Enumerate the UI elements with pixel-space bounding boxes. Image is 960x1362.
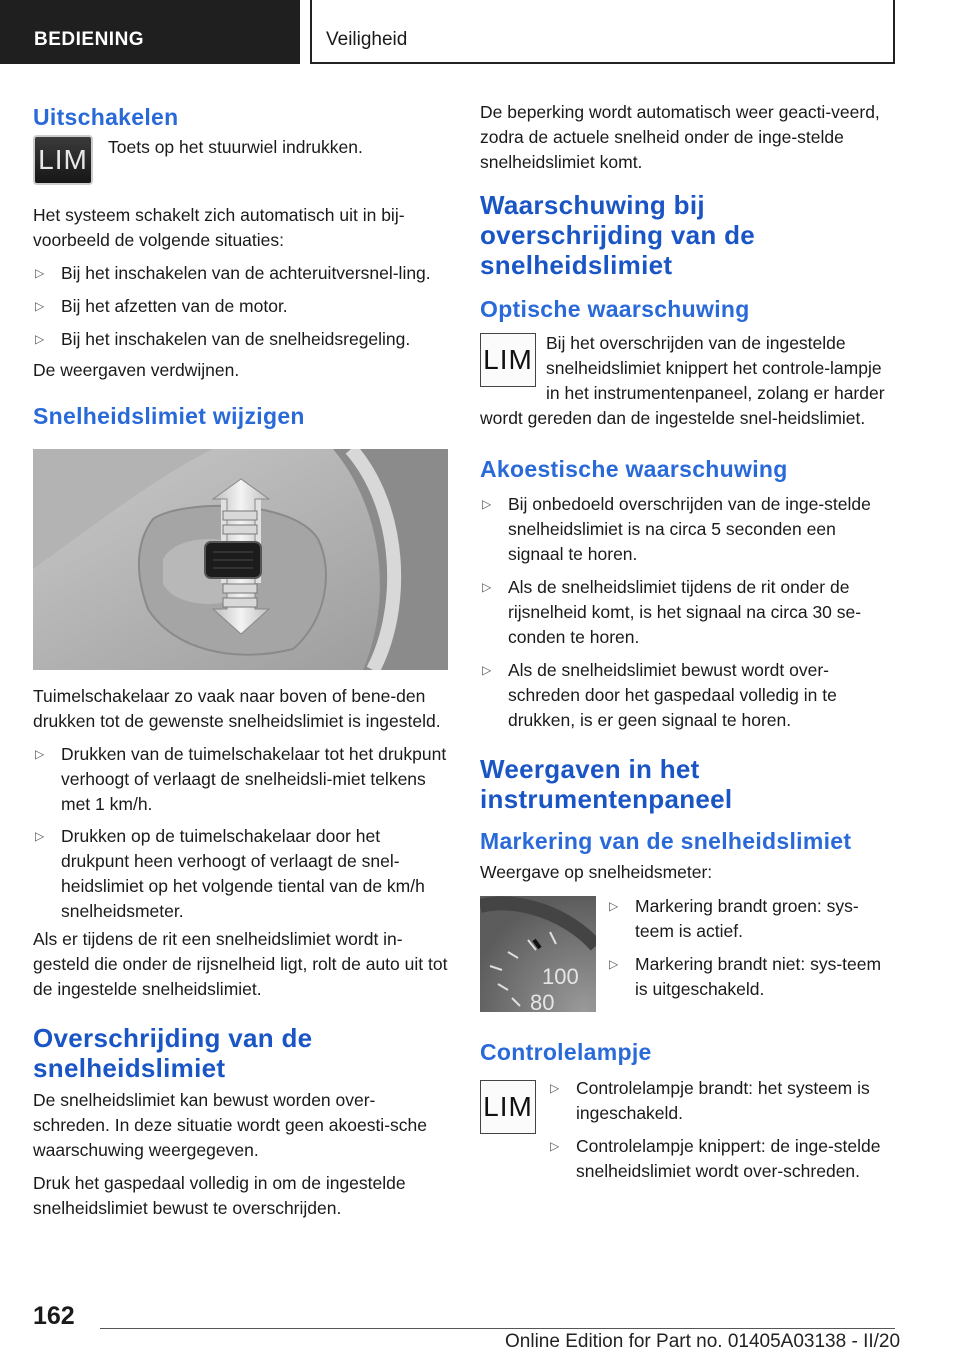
triangle-bullet-icon: ▷ [35,331,45,346]
wijzigen-after: Als er tijdens de rit een snelheidslimiet wordt in-gesteld die onder de rijsnelheid ligt, rolt de auto uit tot de ingestelde snelheidslimiet. [33,928,448,999]
triangle-bullet-icon: ▷ [35,746,45,761]
header-section: BEDIENING [0,0,300,64]
heading-waarschuwing: Waarschuwing bij overschrijding van de snelheidslimiet [480,190,756,280]
steering-wheel-rocker-photo [33,449,448,670]
footer-edition: Online Edition for Part no. 01405A03138 - II/20 [505,1331,901,1352]
overschrijding-para2: Druk het gaspedaal volledig in om de ingestelde snelheidslimiet bewust te overschrijden. [33,1172,406,1218]
left-column [33,100,448,1221]
overschrijding-para1: De snelheidslimiet kan bewust worden over-schreden. In deze situatie wordt geen akoesti-sche waarschuwing weergegeven. [33,1089,427,1160]
controle-list [548,1076,895,1184]
list-item: ▷ Bij het inschakelen van de achteruitversnel-ling. [33,261,448,286]
footer-divider [100,1328,895,1329]
list-item: ▷ Drukken van de tuimelschakelaar tot het drukpunt verhoogt of verlaagt de snelheidsli-miet telkens met 1 km/h. [35,743,447,814]
list-item: ▷ Bij het inschakelen van de snelheidsregeling. [33,327,448,352]
triangle-bullet-icon: ▷ [482,497,492,512]
list-item: ▷ Bij onbedoeld overschrijden van de inge-stelde snelheidslimiet is na circa 5 seconden een signaal te horen. [482,494,871,565]
page-number: 162 [33,1302,75,1330]
triangle-bullet-icon: ▷ [35,298,45,313]
uitschakelen-after: De weergaven verdwijnen. [33,359,240,380]
lim-icon-text: LIM [483,343,533,375]
heading-overschrijding: Overschrijding van de snelheidslimiet [33,1022,313,1083]
right-column [480,100,895,1206]
lim-indicator-icon [480,1080,536,1134]
lim-icon-text: LIM [38,143,88,175]
triangle-bullet-icon: ▷ [35,828,45,843]
triangle-bullet-icon: ▷ [609,899,619,914]
wijzigen-para: Tuimelschakelaar zo vaak naar boven of bene-den drukken tot de gewenste snelheidslimiet is ingesteld. [33,685,441,731]
triangle-bullet-icon: ▷ [35,265,45,280]
markering-para: Weergave op snelheidsmeter: [480,862,713,883]
uitschakelen-list [33,261,448,352]
speedometer-image [480,896,596,1012]
lim-icon-text: LIM [483,1091,533,1123]
wijzigen-list [33,742,448,924]
markering-list [607,894,895,1002]
heading-optisch: Optische waarschuwing [480,295,750,322]
steering-wheel-image [33,449,448,670]
heading-uitschakelen: Uitschakelen [33,104,179,130]
heading-akoestisch: Akoestische waarschuwing [480,455,788,482]
triangle-bullet-icon: ▷ [609,957,619,972]
akoestisch-list [480,492,895,733]
list-item: ▷ Controlelampje knippert: de inge-stelde snelheidslimiet wordt over-schreden. [550,1136,881,1182]
list-item: ▷ Controlelampje brandt: het systeem is ingeschakeld. [550,1078,870,1124]
list-item: ▷ Als de snelheidslimiet bewust wordt over-schreden door het gaspedaal volledig in te drukken, is er geen signaal te horen. [482,660,837,731]
heading-wijzigen: Snelheidslimiet wijzigen [33,402,305,429]
list-item: ▷ Markering brandt niet: sys-teem is uitgeschakeld. [609,954,882,1000]
list-item: ▷ Markering brandt groen: sys-teem is actief. [609,896,859,942]
optisch-text: Bij het overschrijden van de ingestelde snelheidslimiet knippert het controle-lampje in het instrumentenpaneel, zolang er harder wordt gereden dan de ingestelde snel-heidslimiet. [480,332,885,428]
gauge-label-80: 80 [530,990,555,1013]
triangle-bullet-icon: ▷ [482,663,492,678]
list-item: ▷ Drukken op de tuimelschakelaar door het drukpunt heen verhoogt of verlaagt de snel-heidslimiet op het volgende tiental van de km/h snelheidsmeter. [35,825,425,921]
header-chapter: Veiligheid [310,0,895,64]
heading-markering: Markering van de snelheidslimiet [480,828,852,855]
triangle-bullet-icon: ▷ [482,580,492,595]
gauge-label-100: 100 [542,964,579,990]
heading-weergaven: Weergaven in het instrumentenpaneel [480,754,733,815]
lim-indicator-icon [480,333,536,387]
uitschakelen-icon-desc: Toets op het stuurwiel indrukken. [108,136,363,157]
list-item: ▷ Als de snelheidslimiet tijdens de rit onder de rijsnelheid komt, is het signaal na circa 30 se-conden te horen. [482,577,862,648]
list-item: ▷ Bij het afzetten van de motor. [33,294,448,319]
lim-button-icon [33,135,93,185]
triangle-bullet-icon: ▷ [550,1081,560,1096]
speedometer-photo [480,896,596,1012]
heading-controle: Controlelampje [480,1039,652,1066]
intro-para: De beperking wordt automatisch weer geacti-veerd, zodra de actuele snelheid onder de inge-stelde snelheidslimiet komt. [480,102,880,172]
uitschakelen-para: Het systeem schakelt zich automatisch uit in bij-voorbeeld de volgende situaties: [33,204,405,250]
triangle-bullet-icon: ▷ [550,1139,560,1154]
